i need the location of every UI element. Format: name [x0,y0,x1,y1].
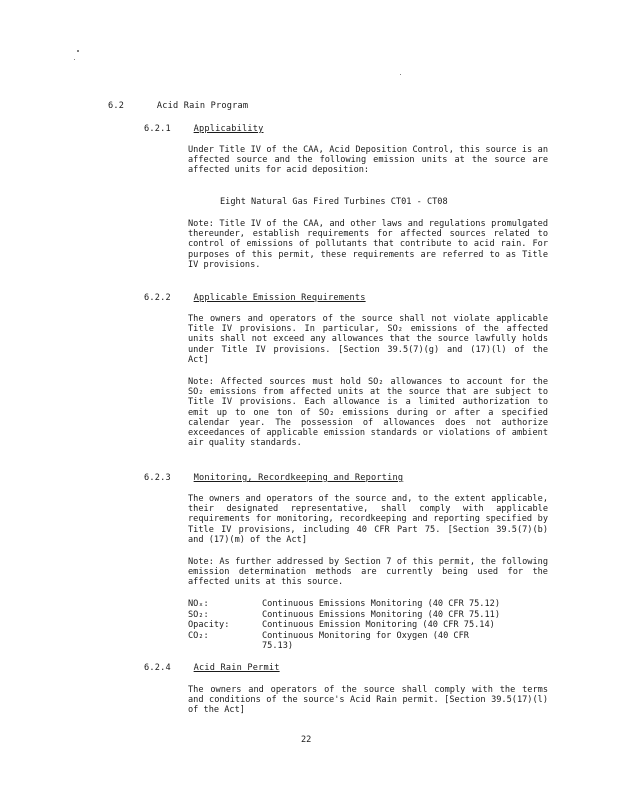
paragraph: The owners and operators of the source shall not violate applicable Title IV provisions. In particular, SO₂ emissions of the affected units shall not exceed any allowances that the source lawfully holds under Title IV provisions. [Section 39.5(7)(g) and (17)(l) of the Act] [188,314,548,365]
method-value: Continuous Monitoring for Oxygen (40 CFR 75.13) [262,631,469,652]
section-heading [108,101,248,111]
page-number: 22 [301,735,312,745]
subsection-number: 6.2.1 [144,124,171,134]
method-label: CO₂: [188,631,209,641]
subsection-title: Applicable Emission Requirements [193,293,366,303]
subsection-number: 6.2.3 [144,473,171,483]
section-number: 6.2 [108,101,125,111]
paragraph: The owners and operators of the source and, to the extent applicable, their designated representative, shall comply with applicable requirements for monitoring, recordkeeping and reporting specified by Title IV provisions, including 40 CFR Part 75. [Section 39.5(7)(b) and (17)(m) of the Act] [188,494,548,545]
paragraph: The owners and operators of the source shall comply with the terms and conditions of the source's Acid Rain permit. [Section 39.5(17)(l) of the Act] [188,685,548,716]
subsection-heading [144,293,366,303]
section-title: Acid Rain Program [156,101,249,111]
method-label: Opacity: [188,620,230,630]
subsection-heading [144,473,403,483]
subsection-title: Applicability [193,124,264,134]
subsection-number: 6.2.2 [144,293,171,303]
note-paragraph: Note: Affected sources must hold SO₂ allowances to account for the SO₂ emissions from affected units at the source that are subject to Title IV provisions. Each allowance is a limited authorization to emit up to one ton of SO₂ emissions during or after a specified calendar year. The possession of allowances does not authorize exceedances of applicable emission standards or violations of ambient air quality standards. [188,377,548,449]
subsection-title: Acid Rain Permit [193,663,280,673]
note-paragraph: Note: As further addressed by Section 7 of this permit, the following emission determination methods are currently being used for the affected units at this source. [188,557,548,588]
method-value: Continuous Emission Monitoring (40 CFR 75.14) [262,620,495,630]
subsection-heading [144,124,264,134]
subsection-title: Monitoring, Recordkeeping and Reporting [193,473,404,483]
paragraph: Under Title IV of the CAA, Acid Deposition Control, this source is an affected source and the following emission units at the source are affected units for acid deposition: [188,145,548,176]
scan-speck [400,74,401,75]
method-value: Continuous Emissions Monitoring (40 CFR 75.12) [262,599,500,609]
scan-speck [74,59,75,60]
method-label: SO₂: [188,610,209,620]
method-label: NOₓ: [188,599,209,609]
scan-speck [77,50,79,52]
note-paragraph: Note: Title IV of the CAA, and other laws and regulations promulgated thereunder, establish requirements for affected sources related to control of emissions of pollutants that contribute to acid rain. For purposes of this permit, these requirements are referred to as Title IV provisions. [188,219,548,270]
method-value: Continuous Emissions Monitoring (40 CFR 75.11) [262,610,500,620]
subsection-number: 6.2.4 [144,663,171,673]
subsection-heading [144,663,280,673]
affected-units: Eight Natural Gas Fired Turbines CT01 - CT08 [220,197,448,207]
